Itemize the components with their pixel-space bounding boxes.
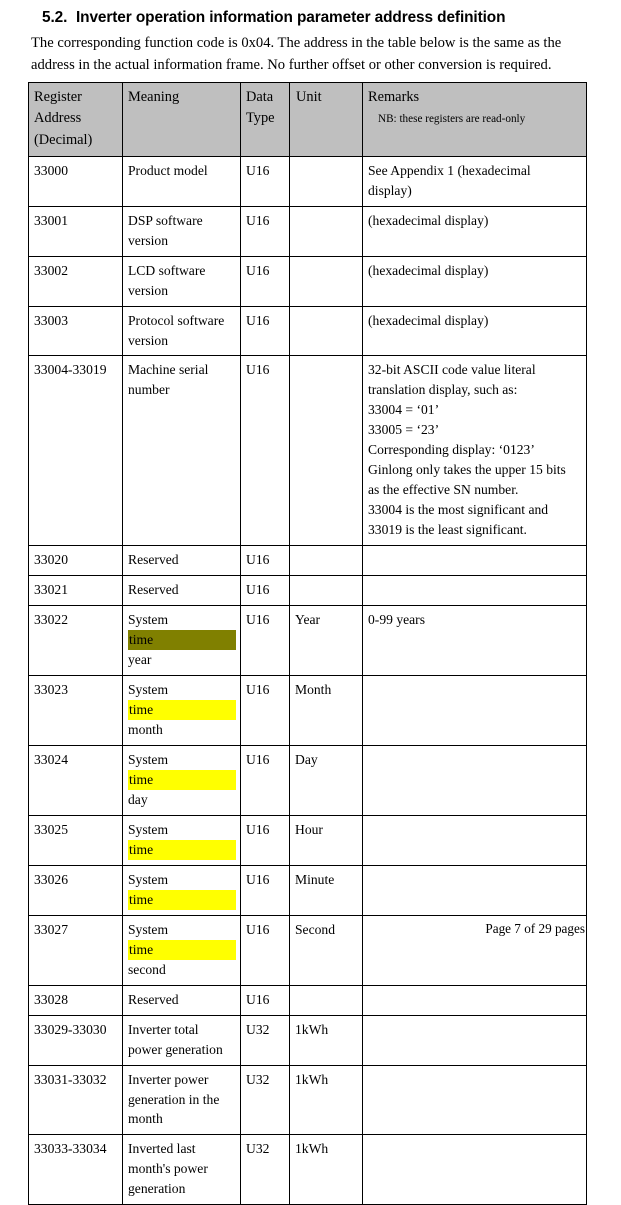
cell-remarks (363, 1065, 587, 1135)
table-row (29, 576, 587, 606)
section-title: Inverter operation information parameter address definition (76, 9, 506, 26)
meaning-line: Inverted last (128, 1141, 196, 1157)
cell-unit (290, 546, 363, 576)
cell-data-type: U16 (241, 576, 290, 606)
remarks-line: 33019 is the least significant. (368, 522, 527, 538)
meaning-line: generation (128, 1181, 186, 1197)
page-title (0, 0, 621, 28)
cell-data-type: U16 (241, 156, 290, 206)
cell-meaning (123, 606, 241, 676)
cell-register-address: 33029-33030 (29, 1015, 123, 1065)
table-row (29, 1015, 587, 1065)
table-row (29, 156, 587, 206)
meaning-line: version (128, 332, 169, 348)
cell-unit: Day (290, 745, 363, 815)
remarks-line: display) (368, 182, 412, 198)
cell-data-type: U32 (241, 1065, 290, 1135)
cell-meaning (123, 576, 241, 606)
remarks-line: (hexadecimal display) (368, 212, 489, 228)
cell-meaning (123, 676, 241, 746)
table-body (29, 156, 587, 1205)
cell-register-address: 33001 (29, 206, 123, 256)
cell-unit (290, 206, 363, 256)
table-row (29, 1065, 587, 1135)
meaning-line: System time (128, 680, 236, 720)
table-row (29, 306, 587, 356)
meaning-line: System time (128, 820, 236, 860)
intro-line-2: address in the actual information frame. No further offset or other conversion is required. (31, 56, 552, 73)
intro-paragraph (31, 33, 591, 76)
table-row (29, 606, 587, 676)
meaning-line: version (128, 282, 169, 298)
cell-remarks (363, 356, 587, 546)
meaning-line: Machine serial (128, 362, 209, 378)
table-row (29, 985, 587, 1015)
cell-data-type: U16 (241, 256, 290, 306)
table-row (29, 865, 587, 915)
cell-meaning (123, 356, 241, 546)
cell-register-address: 33023 (29, 676, 123, 746)
cell-data-type: U16 (241, 206, 290, 256)
cell-unit: Year (290, 606, 363, 676)
cell-meaning (123, 985, 241, 1015)
cell-data-type: U16 (241, 865, 290, 915)
cell-unit (290, 156, 363, 206)
data-type-line-2: Type (246, 110, 275, 127)
remarks-line: translation display, such as: (368, 382, 518, 398)
cell-unit: Hour (290, 815, 363, 865)
table-header (29, 83, 587, 157)
cell-register-address: 33025 (29, 815, 123, 865)
highlighted-term: time (128, 630, 236, 650)
table-row (29, 206, 587, 256)
cell-data-type: U16 (241, 815, 290, 865)
remarks-line: 33005 = ‘23’ (368, 422, 440, 438)
cell-register-address: 33031-33032 (29, 1065, 123, 1135)
cell-unit: 1kWh (290, 1065, 363, 1135)
column-header-meaning: Meaning (123, 83, 241, 157)
cell-remarks (363, 546, 587, 576)
cell-register-address: 33004-33019 (29, 356, 123, 546)
meaning-line: second (128, 961, 166, 977)
remarks-line: 33004 = ‘01’ (368, 402, 440, 418)
table-row (29, 356, 587, 546)
cell-remarks (363, 815, 587, 865)
meaning-line: version (128, 232, 169, 248)
meaning-line: month's power (128, 1161, 208, 1177)
cell-register-address: 33002 (29, 256, 123, 306)
remarks-line: as the effective SN number. (368, 482, 519, 498)
highlighted-term: time (128, 890, 236, 910)
cell-remarks (363, 306, 587, 356)
meaning-line: System time (128, 870, 236, 910)
cell-unit: Second (290, 915, 363, 985)
cell-register-address: 33024 (29, 745, 123, 815)
meaning-line: Reserved (128, 991, 179, 1007)
cell-data-type: U16 (241, 546, 290, 576)
meaning-line: number (128, 382, 170, 398)
cell-unit: 1kWh (290, 1015, 363, 1065)
cell-remarks (363, 576, 587, 606)
cell-meaning (123, 546, 241, 576)
remarks-note: NB: these registers are read-only (378, 113, 526, 126)
cell-data-type: U16 (241, 676, 290, 746)
column-header-data-type (241, 83, 290, 157)
meaning-line: System time day (128, 750, 236, 810)
cell-register-address: 33028 (29, 985, 123, 1015)
cell-unit: Month (290, 676, 363, 746)
table-row (29, 1135, 587, 1205)
cell-register-address: 33003 (29, 306, 123, 356)
cell-meaning (123, 156, 241, 206)
highlighted-term: time (128, 840, 236, 860)
cell-register-address: 33000 (29, 156, 123, 206)
column-header-remarks (363, 83, 587, 157)
meaning-line: Protocol software (128, 312, 225, 328)
data-type-line-1: Data (246, 89, 274, 106)
cell-register-address: 33027 (29, 915, 123, 985)
meaning-line: power generation (128, 1041, 223, 1057)
remarks-line: Corresponding display: ‘0123’ (368, 442, 535, 458)
meaning-line: month (128, 721, 163, 737)
cell-meaning (123, 815, 241, 865)
section-number: 5.2. (42, 9, 68, 26)
cell-data-type: U16 (241, 985, 290, 1015)
remarks-line: 32-bit ASCII code value literal (368, 362, 536, 378)
cell-meaning (123, 206, 241, 256)
highlighted-term: time (128, 770, 236, 790)
intro-line-1: The corresponding function code is 0x04. The address in the table below is the same as the (31, 35, 562, 52)
table-row (29, 676, 587, 746)
cell-data-type: U16 (241, 915, 290, 985)
cell-remarks (363, 606, 587, 676)
remarks-line: Ginlong only takes the upper 15 bits (368, 462, 566, 478)
cell-remarks (363, 676, 587, 746)
register-address-line-2: Address (34, 110, 82, 127)
cell-remarks (363, 745, 587, 815)
cell-data-type: U16 (241, 356, 290, 546)
cell-meaning (123, 745, 241, 815)
meaning-line: LCD software (128, 262, 206, 278)
cell-remarks (363, 1135, 587, 1205)
register-address-line-3: (Decimal) (34, 131, 93, 148)
register-address-table (28, 82, 587, 1205)
cell-unit (290, 576, 363, 606)
cell-register-address: 33033-33034 (29, 1135, 123, 1205)
meaning-line: System time year (128, 610, 236, 670)
remarks-line: (hexadecimal display) (368, 312, 489, 328)
table-row (29, 745, 587, 815)
table-row (29, 815, 587, 865)
column-header-register-address (29, 83, 123, 157)
cell-register-address: 33020 (29, 546, 123, 576)
cell-unit: Minute (290, 865, 363, 915)
meaning-line: DSP software (128, 212, 203, 228)
cell-data-type: U16 (241, 745, 290, 815)
register-address-line-1: Register (34, 89, 82, 106)
meaning-line: Reserved (128, 552, 179, 568)
remarks-line: 33004 is the most significant and (368, 502, 549, 518)
cell-unit: 1kWh (290, 1135, 363, 1205)
cell-unit (290, 306, 363, 356)
remarks-line: 0-99 years (368, 612, 425, 628)
cell-meaning (123, 256, 241, 306)
cell-remarks (363, 256, 587, 306)
highlighted-term: time (128, 940, 236, 960)
table-row (29, 256, 587, 306)
remarks-line: See Appendix 1 (hexadecimal (368, 162, 531, 178)
cell-meaning (123, 1135, 241, 1205)
cell-remarks (363, 206, 587, 256)
cell-register-address: 33026 (29, 865, 123, 915)
cell-data-type: U32 (241, 1135, 290, 1205)
meaning-line: month (128, 1111, 163, 1127)
meaning-line: Inverter total (128, 1021, 199, 1037)
cell-unit (290, 985, 363, 1015)
column-header-unit: Unit (290, 83, 363, 157)
table-header-row (29, 83, 587, 157)
cell-meaning (123, 865, 241, 915)
table-row (29, 546, 587, 576)
cell-remarks (363, 1015, 587, 1065)
meaning-line: Product model (128, 162, 208, 178)
remarks-line: (hexadecimal display) (368, 262, 489, 278)
cell-register-address: 33022 (29, 606, 123, 676)
cell-data-type: U16 (241, 306, 290, 356)
cell-remarks (363, 865, 587, 915)
cell-remarks (363, 156, 587, 206)
meaning-line: Inverter power (128, 1071, 209, 1087)
cell-meaning (123, 1015, 241, 1065)
cell-unit (290, 356, 363, 546)
highlighted-term: time (128, 700, 236, 720)
cell-data-type: U16 (241, 606, 290, 676)
cell-register-address: 33021 (29, 576, 123, 606)
cell-meaning (123, 306, 241, 356)
meaning-line: Reserved (128, 582, 179, 598)
cell-remarks (363, 985, 587, 1015)
cell-data-type: U32 (241, 1015, 290, 1065)
meaning-line: System time (128, 920, 236, 960)
page-footer: Page 7 of 29 pages (485, 921, 585, 936)
meaning-line: generation in the (128, 1091, 220, 1107)
cell-meaning (123, 1065, 241, 1135)
remarks-title: Remarks (368, 89, 420, 106)
cell-unit (290, 256, 363, 306)
